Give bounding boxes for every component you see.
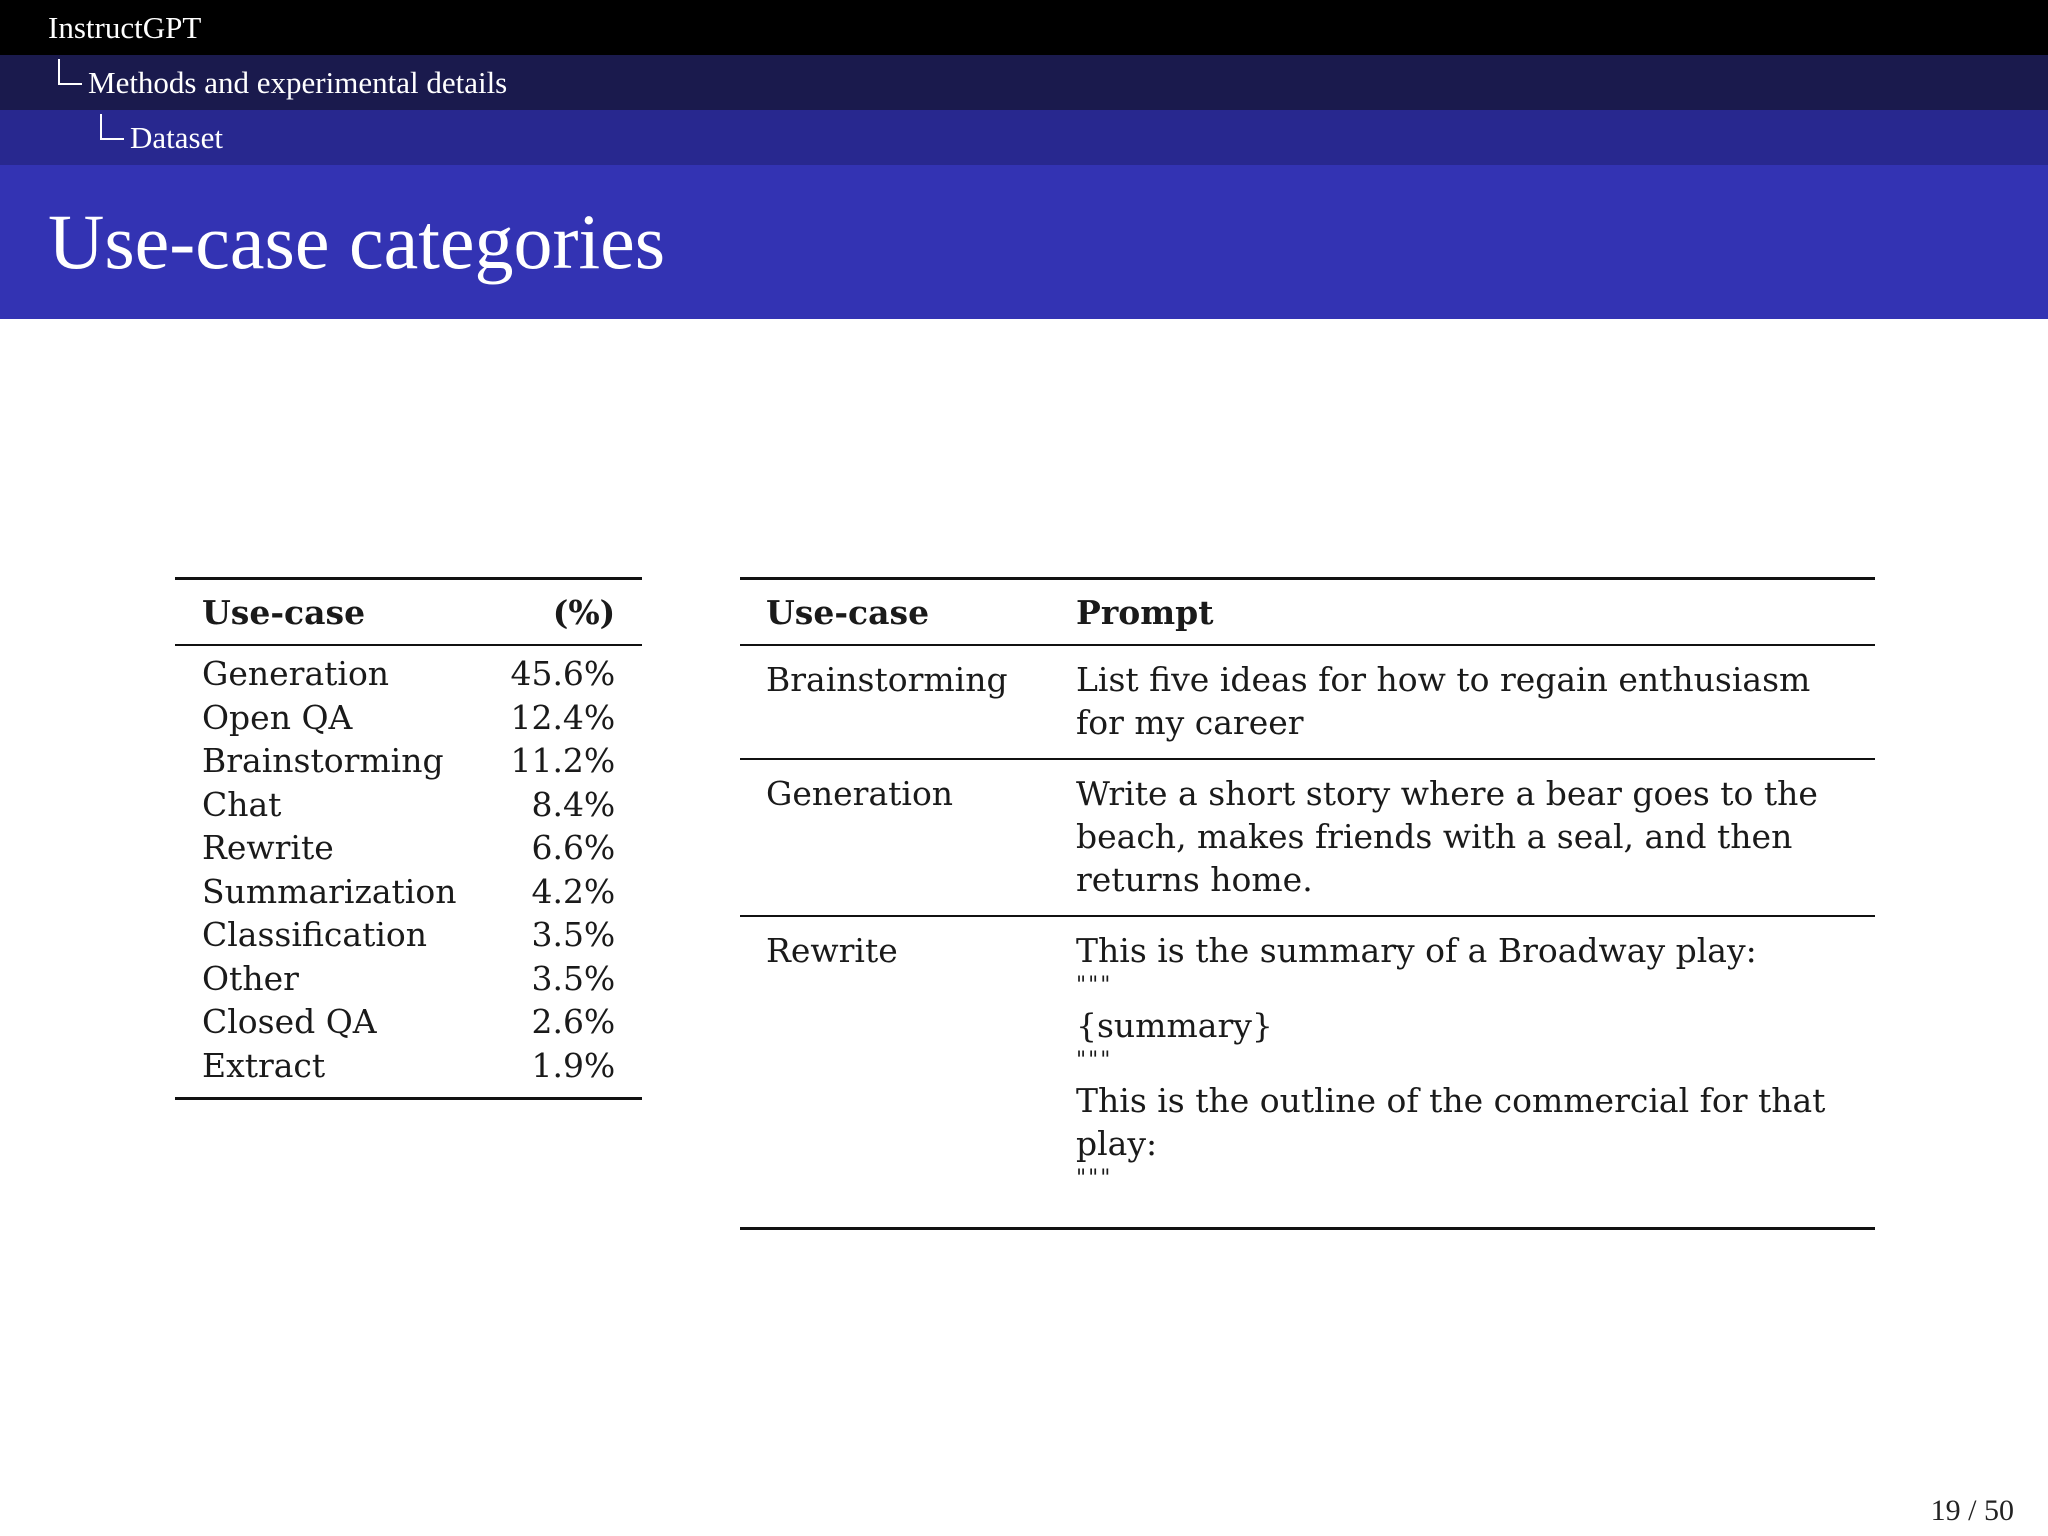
use-case-cell: Brainstorming — [740, 645, 1050, 759]
percent-cell: 11.2% — [510, 741, 616, 781]
column-header-use-case: Use-case — [740, 579, 1050, 646]
table-row — [175, 783, 642, 827]
percent-cell: 1.9% — [531, 1045, 616, 1085]
slide-title-bar — [0, 165, 2048, 319]
table-row — [175, 957, 642, 1001]
percent-cell: 2.6% — [531, 1002, 616, 1042]
table-row — [175, 739, 642, 783]
use-case-cell: Brainstorming — [202, 741, 444, 781]
tree-branch-icon — [58, 59, 82, 85]
triple-quote: """ — [1076, 973, 1113, 998]
table-row — [175, 870, 642, 914]
percent-cell: 8.4% — [531, 784, 616, 824]
use-case-cell: Classification — [202, 915, 428, 955]
table-row — [740, 759, 1875, 916]
subsection-title: Dataset — [130, 120, 223, 155]
table-row — [175, 1000, 642, 1044]
prompt-line: This is the outline of the commercial for that play: — [1076, 1081, 1826, 1163]
percent-cell: 3.5% — [531, 958, 616, 998]
use-case-cell: Extract — [202, 1045, 326, 1085]
column-header-percent: (%) — [483, 579, 642, 646]
prompt-line: This is the summary of a Broadway play: — [1076, 931, 1757, 970]
triple-quote: """ — [1076, 1048, 1113, 1073]
percent-cell: 45.6% — [510, 654, 616, 694]
table-row — [175, 913, 642, 957]
table-header-row — [175, 579, 642, 646]
triple-quote: """ — [1076, 1166, 1113, 1191]
use-case-cell: Rewrite — [202, 828, 334, 868]
percent-cell: 4.2% — [531, 871, 616, 911]
breadcrumb-section — [0, 55, 2048, 110]
example-prompts-table — [740, 577, 1875, 1230]
table-row — [175, 645, 642, 696]
breadcrumb-subsection — [0, 110, 2048, 165]
table-row — [740, 916, 1875, 1229]
summary-placeholder: {summary} — [1076, 1006, 1273, 1045]
table-row — [740, 645, 1875, 759]
use-case-cell: Closed QA — [202, 1002, 377, 1042]
use-case-cell: Summarization — [202, 871, 457, 911]
page-number: 19 / 50 — [1930, 1494, 2014, 1527]
column-header-prompt: Prompt — [1050, 579, 1875, 646]
table-row — [175, 1044, 642, 1099]
presentation-title: InstructGPT — [48, 10, 202, 45]
slide-title: Use-case categories — [48, 198, 666, 285]
column-header-use-case: Use-case — [175, 579, 483, 646]
table-row — [175, 696, 642, 740]
table-row — [175, 826, 642, 870]
percent-cell: 3.5% — [531, 915, 616, 955]
percent-cell: 6.6% — [531, 828, 616, 868]
prompt-cell: List five ideas for how to regain enthusiasm for my career — [1050, 645, 1875, 759]
table-header-row — [740, 579, 1875, 646]
use-case-cell: Other — [202, 958, 299, 998]
tree-branch-icon — [100, 114, 124, 140]
use-case-cell: Chat — [202, 784, 282, 824]
use-case-cell: Open QA — [202, 697, 353, 737]
prompt-cell — [1050, 916, 1875, 1229]
breadcrumb-presentation — [0, 0, 2048, 55]
use-case-cell: Generation — [202, 654, 390, 694]
section-title: Methods and experimental details — [88, 65, 508, 100]
percent-cell: 12.4% — [510, 697, 616, 737]
use-case-cell: Generation — [740, 759, 1050, 916]
use-case-distribution-table — [175, 577, 642, 1100]
use-case-cell: Rewrite — [766, 931, 898, 970]
prompt-cell: Write a short story where a bear goes to the beach, makes friends with a seal, and then returns home. — [1050, 759, 1875, 916]
